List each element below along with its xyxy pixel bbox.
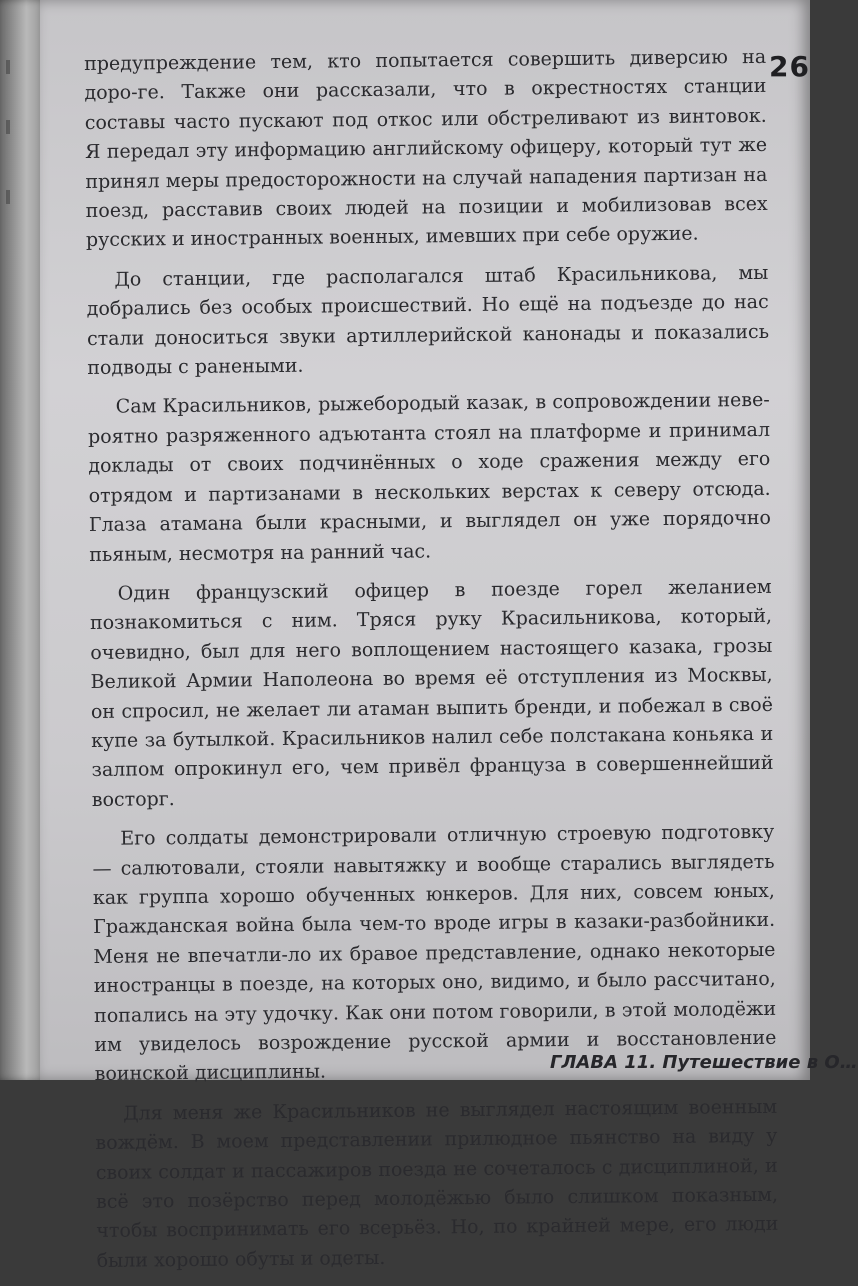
edge-mark [6, 190, 10, 204]
paragraph: Его солдаты демонстрировали отличную строевую подготовку — салютовали, стояли навытяжку и вообще старались выглядеть как группа хорошо обученных юнкеров. Для них, совсем юных, Гражданская война была чем-то вроде игры в казаки-разбойники. Меня не впечатли-ло их бравое представление, однако некоторые иностранцы в поезде, на которых оно, видимо, и было рассчитано, попались на эту удочку. Как они потом говорили, в этой молодёжи им увиделось возрождение русской армии и восстановление воинской дисциплины. [92, 820, 777, 1086]
paragraph: До станции, где располагался штаб Красильникова, мы добрались без особых происшествий. Но ещё на подъезде до нас стали доноситься звуки артиллерийской канонады и показались подводы с ранеными. [86, 261, 770, 380]
paragraph: Один французский офицер в поезде горел желанием познакомиться с ним. Тряся руку Красильникова, который, очевидно, был для него воплощением настоящего казака, грозы Великой Армии Наполеона во время её отступления из Москвы, он спросил, не желает ли атаман выпить бренди, и побежал в своё купе за бутылкой. Красильников налил себе полстакана коньяка и залпом опрокинул его, чем привёл француза в совершеннейший восторг. [89, 575, 774, 811]
running-footer: ГЛАВА 11. Путешествие в О… [550, 1052, 858, 1073]
paragraph: Для меня же Красильников не выглядел настоящим военным вождём. В моем представлении прилюдное пьянство на виду у своих солдат и пассажиров поезда не сочеталось с дисциплиной, и всё это позёрство перед молодёжью было слишком показным, чтобы воспринимать его всерьёз. Но, по крайней мере, его люди были хорошо обуты и одеты. [95, 1095, 779, 1272]
page-body [84, 43, 779, 1286]
book-page [40, 0, 858, 1272]
paragraph: Сам Красильников, рыжебородый казак, в сопровождении неве-роятно разряженного адъютанта стоял на платформе и принимал доклады от своих подчинённых о ходе сражения между его отрядом и партизанами в нескольких верстах к северу отсюда. Глаза атамана были красными, и выглядел он уже порядочно пьяным, несмотря на ранний час. [87, 389, 772, 566]
edge-mark [6, 60, 10, 74]
paragraph-continued: предупреждение тем, кто попытается совершить диверсию на доро-ге. Также они рассказали, что в окрестностях станции составы часто пускают под откос или обстреливают из винтовок. Я передал эту информацию английскому офицеру, который тут же принял меры предосторожности на случай нападения партизан на поезд, расставив своих людей на позиции и мобилизовав всех русских и иностранных военных, имевших при себе оружие. [84, 45, 768, 252]
edge-mark [6, 120, 10, 134]
page-number: 26 [769, 50, 810, 83]
